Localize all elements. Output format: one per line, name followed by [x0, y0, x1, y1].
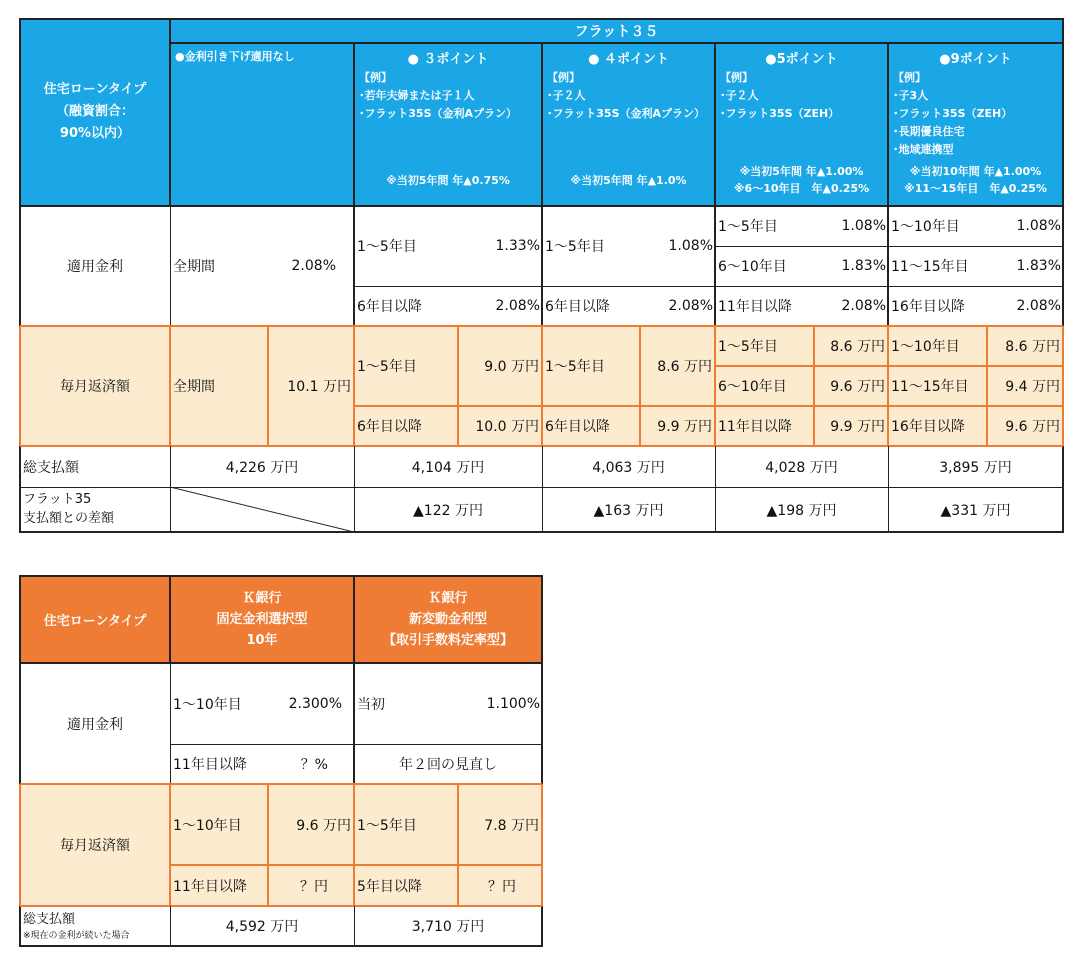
monthly-period: 11年目以降 — [173, 878, 247, 895]
total-value: 4,063 万円 — [592, 459, 665, 476]
discount-note: ※当初5年間 年▲1.0% — [570, 174, 687, 187]
monthly-period: 6年目以降 — [357, 419, 422, 435]
monthly-period: 全期間 — [173, 379, 215, 395]
rate-row-label: 適用金利 — [67, 716, 123, 733]
diff-empty-diagonal — [170, 487, 354, 532]
rate-period: 1～10年目 — [173, 696, 242, 713]
diff-value: ▲163 万円 — [593, 502, 664, 519]
monthly-period: 11～15年目 — [891, 379, 969, 395]
monthly-value: 9.9 万円 — [657, 419, 712, 435]
rate-cell — [354, 663, 542, 744]
monthly-period: 6年目以降 — [545, 419, 610, 435]
rate-value: 1.83% — [841, 258, 886, 274]
monthly-row-label: 毎月返済額 — [60, 379, 130, 395]
rate-period: 6年目以降 — [545, 299, 610, 315]
plan-title: ● ３ポイント — [407, 52, 489, 67]
monthly-period: 1～5年目 — [357, 359, 417, 375]
rate-cell — [542, 286, 715, 326]
plan-title: ● ４ポイント — [588, 52, 669, 67]
plan-header-4pt — [542, 43, 715, 206]
rate-review-note: 年２回の見直し — [399, 757, 497, 773]
rate-period: 1～10年目 — [891, 219, 960, 235]
rate-period: 11～15年目 — [891, 259, 969, 275]
monthly-value: 8.6 万円 — [657, 359, 712, 375]
monthly-value: 9.4 万円 — [1005, 379, 1060, 395]
rate-cell — [170, 206, 354, 326]
monthly-value: 9.6 万円 — [830, 379, 885, 395]
total-value: 4,104 万円 — [411, 459, 485, 476]
plan-header-5pt — [715, 43, 888, 206]
monthly-value: 9.9 万円 — [830, 419, 885, 435]
bank-fixed-header: Ｋ銀行 固定金利選択型 10年 — [170, 576, 354, 663]
plan-header-3pt — [354, 43, 542, 206]
discount-note: ※当初10年間 年▲1.00% — [909, 165, 1042, 178]
rate-period: 1～5年目 — [545, 239, 605, 255]
monthly-value: 7.8 万円 — [484, 817, 539, 834]
rate-value: 1.100% — [486, 695, 540, 712]
rate-cell — [888, 206, 1063, 246]
total-row-label-cell — [20, 906, 170, 946]
rate-cell — [170, 663, 354, 744]
rate-value: 1.08% — [841, 218, 886, 234]
rate-value: 2.08% — [1016, 298, 1061, 314]
example-item: ･フラット35S（金利Aプラン） — [547, 107, 706, 120]
plan-header-9pt — [888, 43, 1063, 206]
monthly-value: 8.6 万円 — [830, 339, 885, 355]
example-item: ･フラット35S（ZEH） — [720, 107, 840, 120]
rate-value: 2.300% — [288, 695, 342, 712]
rate-period: 11年目以降 — [173, 757, 247, 773]
total-row-label: 総支払額 — [23, 912, 76, 927]
rate-value: 2.08% — [291, 258, 336, 274]
example-item: ･長期優良住宅 — [893, 125, 965, 138]
rate-value: 1.08% — [1016, 218, 1061, 234]
monthly-value: 9.6 万円 — [1005, 419, 1060, 435]
discount-note: ※当初5年間 年▲0.75% — [386, 174, 510, 187]
example-label: 【例】 — [547, 71, 580, 84]
monthly-period: 11年目以降 — [718, 419, 792, 435]
rate-row-label: 適用金利 — [67, 259, 123, 275]
diff-value: ▲198 万円 — [766, 502, 837, 519]
rate-cell — [715, 206, 888, 246]
rate-cell — [354, 206, 542, 286]
diff-row-label: フラット35 支払額との差額 — [23, 492, 115, 526]
plan-title: ●5ポイント — [765, 52, 838, 67]
example-label: 【例】 — [720, 71, 753, 84]
rate-period: 1～5年目 — [718, 219, 778, 235]
rate-value: 1.83% — [1016, 258, 1061, 274]
total-value: 4,592 万円 — [225, 919, 299, 935]
rate-period: 当初 — [357, 696, 385, 713]
example-label: 【例】 — [359, 71, 392, 84]
rate-cell — [888, 286, 1063, 326]
rate-period: 1～5年目 — [357, 239, 417, 255]
example-item: ･若年夫婦または子１人 — [359, 89, 475, 102]
monthly-value: 9.6 万円 — [296, 817, 351, 834]
diff-value: ▲122 万円 — [413, 502, 483, 519]
rate-period: 16年目以降 — [891, 299, 965, 315]
loan-type-header: 住宅ローンタイプ （融資割合： 90%以内） — [20, 18, 170, 206]
example-item: ･地域連携型 — [893, 143, 954, 156]
rate-value: 1.08% — [668, 238, 713, 254]
total-row-label: 総支払額 — [23, 459, 79, 476]
discount-note: ※11～15年目 年▲0.25% — [904, 182, 1047, 195]
total-value: 4,028 万円 — [765, 459, 838, 476]
monthly-period: 1～10年目 — [173, 817, 242, 834]
monthly-value: 9.0 万円 — [484, 359, 539, 375]
discount-note: ※6～10年目 年▲0.25% — [733, 182, 870, 195]
rate-cell — [354, 286, 542, 326]
loan-type-header: 住宅ローンタイプ — [20, 576, 170, 663]
monthly-period: 1～5年目 — [357, 817, 417, 834]
monthly-value: ？円 — [300, 878, 328, 895]
monthly-period: 16年目以降 — [891, 419, 965, 435]
plan-header-no-discount — [170, 43, 354, 206]
rate-value: ？% — [300, 757, 328, 773]
rate-value: 2.08% — [495, 298, 540, 314]
diff-value: ▲331 万円 — [940, 502, 1011, 519]
monthly-value: 8.6 万円 — [1005, 339, 1060, 355]
example-item: ･フラット35S（ZEH） — [893, 107, 1013, 120]
total-value: 4,226 万円 — [225, 459, 299, 476]
rate-value: 2.08% — [668, 298, 713, 314]
example-item: ･子２人 — [547, 89, 586, 102]
plan-title: ●9ポイント — [939, 52, 1012, 67]
rate-period: 6年目以降 — [357, 299, 422, 315]
monthly-value: 10.1 万円 — [287, 379, 351, 395]
bank-variable-header: Ｋ銀行 新変動金利型 【取引手数料定率型】 — [354, 576, 542, 663]
monthly-period: 1～5年目 — [718, 339, 778, 355]
monthly-value: ？円 — [488, 878, 516, 895]
example-item: ･フラット35S（金利Aプラン） — [359, 107, 518, 120]
rate-value: 2.08% — [841, 298, 886, 314]
monthly-value: 10.0 万円 — [475, 419, 539, 435]
total-row-note: ※現在の金利が続いた場合 — [23, 931, 130, 941]
rate-period: 11年目以降 — [718, 299, 792, 315]
rate-period: 全期間 — [173, 259, 215, 275]
total-value: 3,895 万円 — [939, 459, 1012, 476]
total-value: 3,710 万円 — [411, 919, 485, 935]
rate-cell — [715, 286, 888, 326]
monthly-period: 1～5年目 — [545, 359, 605, 375]
rate-cell — [170, 744, 354, 784]
example-label: 【例】 — [893, 71, 926, 84]
rate-cell — [888, 246, 1063, 286]
plan-title: ●金利引き下げ適用なし — [175, 50, 295, 63]
monthly-period: 6～10年目 — [718, 379, 787, 395]
monthly-period: 5年目以降 — [357, 878, 422, 895]
monthly-period: 1～10年目 — [891, 339, 960, 355]
monthly-row-label: 毎月返済額 — [60, 838, 130, 854]
discount-note: ※当初5年間 年▲1.00% — [739, 165, 864, 178]
rate-value: 1.33% — [495, 238, 540, 254]
rate-cell — [715, 246, 888, 286]
rate-cell — [542, 206, 715, 286]
rate-period: 6～10年目 — [718, 259, 787, 275]
flat35-header: フラット３５ — [170, 18, 1063, 43]
example-item: ･子２人 — [720, 89, 759, 102]
example-item: ･子3人 — [893, 89, 929, 102]
